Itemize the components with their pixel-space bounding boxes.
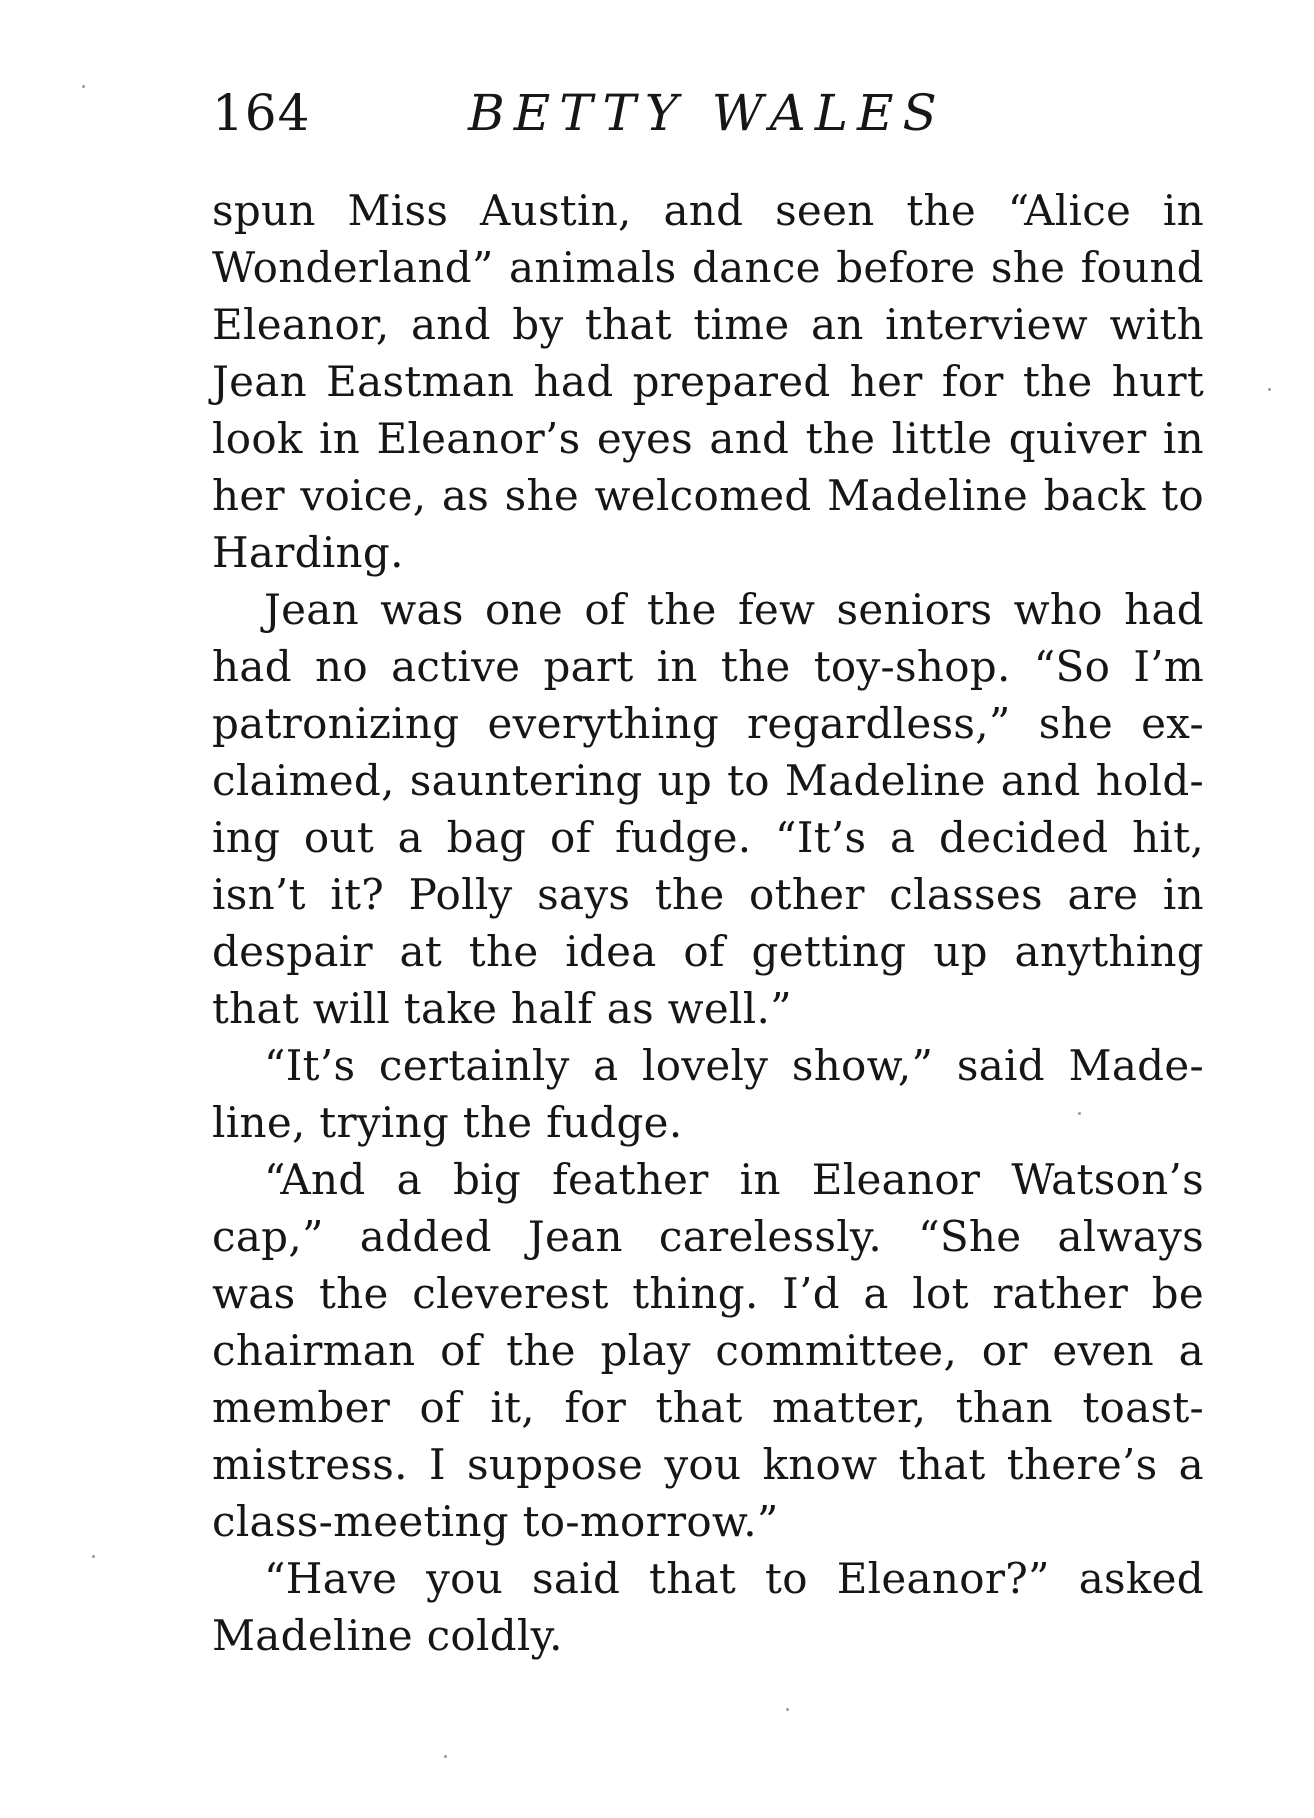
paragraph: [212, 1037, 1204, 1151]
text-line: class-meeting to-morrow.”: [212, 1497, 779, 1546]
text-line: despair at the idea of getting up anything: [212, 927, 1204, 976]
paragraph: [212, 1550, 1204, 1664]
body-text: [212, 182, 1204, 1664]
text-line: line, trying the fudge.: [212, 1098, 683, 1147]
text-line: Jean was one of the few seniors who had: [264, 585, 1204, 634]
text-line: that will take half as well.”: [212, 984, 792, 1033]
text-line: look in Eleanor’s eyes and the little quiver in: [212, 414, 1204, 463]
text-line: “Have you said that to Eleanor?” asked: [264, 1554, 1204, 1603]
text-line: “It’s certainly a lovely show,” said Made-: [264, 1041, 1204, 1090]
text-line: member of it, for that matter, than toast-: [212, 1383, 1204, 1432]
text-line: mistress. I suppose you know that there’s a: [212, 1440, 1204, 1489]
page-number: 164: [212, 84, 311, 142]
text-line: patronizing everything regardless,” she ex-: [212, 699, 1204, 748]
text-line: Eleanor, and by that time an interview with: [212, 300, 1204, 349]
paper-speck: [92, 1555, 95, 1558]
paper-speck: [82, 85, 85, 88]
text-line: was the cleverest thing. I’d a lot rather be: [212, 1269, 1204, 1318]
running-title: BETTY WALES: [468, 84, 946, 142]
paragraph: [212, 581, 1204, 1037]
text-line: claimed, sauntering up to Madeline and hold-: [212, 756, 1204, 805]
text-line: her voice, as she welcomed Madeline back to: [212, 471, 1204, 520]
page-header: [212, 78, 1204, 148]
paragraph: [212, 1151, 1204, 1550]
text-line: Harding.: [212, 528, 404, 577]
text-line: “And a big feather in Eleanor Watson’s: [264, 1155, 1204, 1204]
text-line: Madeline coldly.: [212, 1611, 563, 1660]
text-line: had no active part in the toy-shop. “So I’m: [212, 642, 1204, 691]
paragraph: [212, 182, 1204, 581]
text-line: Wonderland” animals dance before she found: [212, 243, 1204, 292]
text-line: cap,” added Jean carelessly. “She always: [212, 1212, 1204, 1261]
paper-speck: [1078, 1112, 1081, 1115]
paper-speck: [786, 1708, 789, 1711]
paper-speck: [444, 1755, 447, 1758]
text-line: ing out a bag of fudge. “It’s a decided hit,: [212, 813, 1204, 862]
text-line: spun Miss Austin, and seen the “Alice in: [212, 186, 1204, 235]
paper-speck: [1268, 388, 1271, 391]
text-line: Jean Eastman had prepared her for the hurt: [212, 357, 1204, 406]
text-line: isn’t it? Polly says the other classes are in: [212, 870, 1204, 919]
text-line: chairman of the play committee, or even a: [212, 1326, 1204, 1375]
